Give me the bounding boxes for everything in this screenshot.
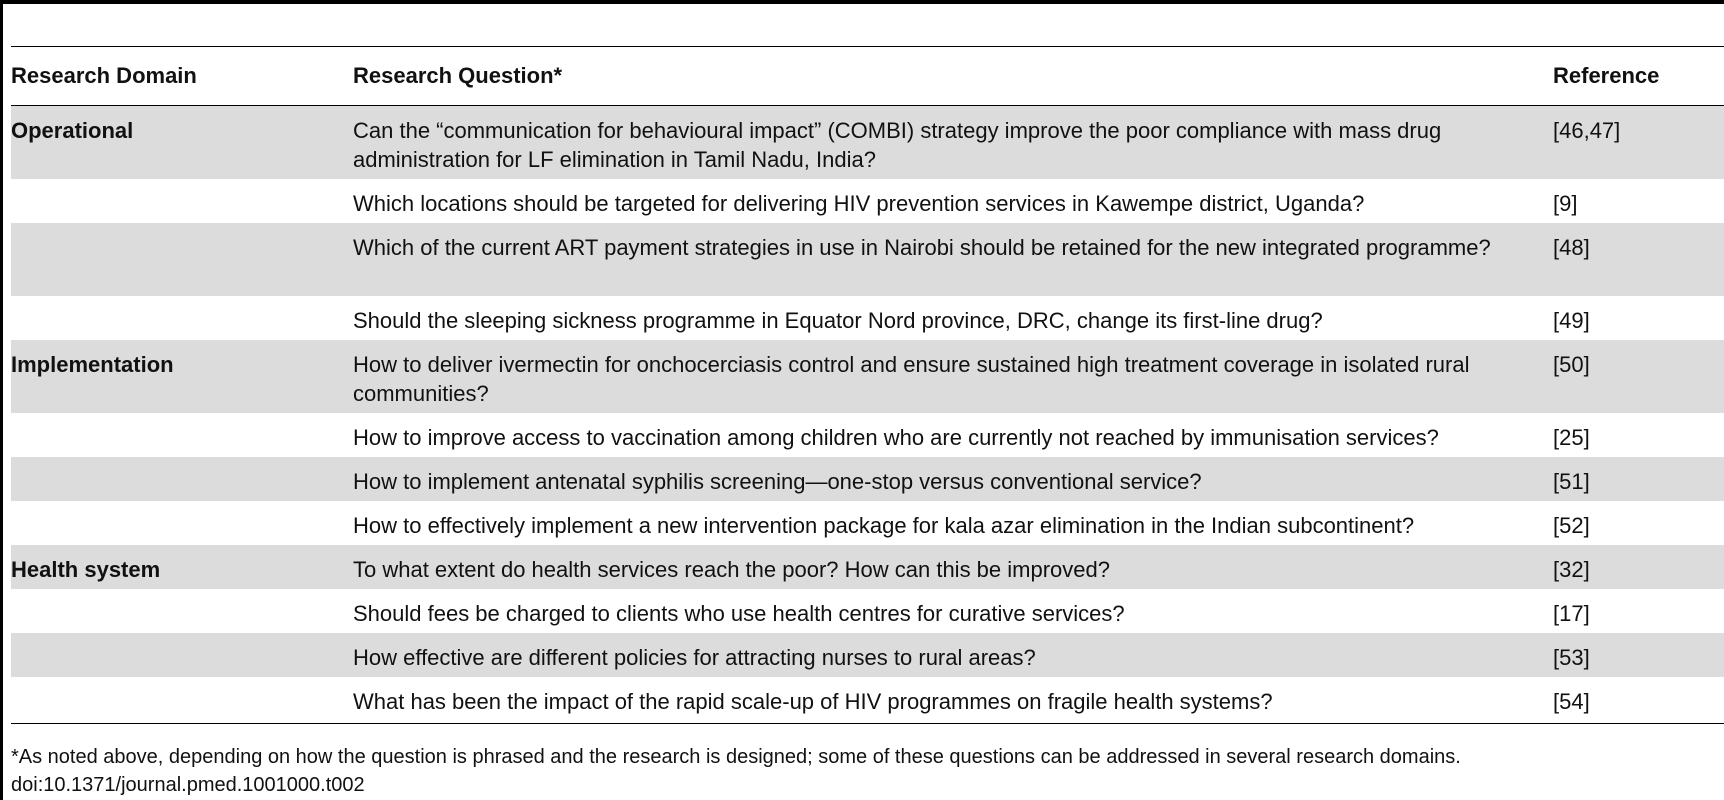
reference-cell: [53] [1553, 645, 1590, 670]
question-cell: To what extent do health services reach the poor? How can this be improved? [353, 557, 1110, 582]
reference-cell: [32] [1553, 557, 1590, 582]
question-cell: Should the sleeping sickness programme in Equator Nord province, DRC, change its first-line drug? [353, 308, 1323, 333]
table-row [11, 677, 1724, 721]
table-row [11, 106, 1724, 179]
reference-cell: [17] [1553, 601, 1590, 626]
domain-cell: Operational [11, 118, 134, 143]
reference-cell: [52] [1553, 513, 1590, 538]
header-question: Research Question* [353, 63, 563, 88]
table-header [11, 55, 1724, 99]
reference-cell: [50] [1553, 352, 1590, 377]
table-body [11, 106, 1724, 721]
header-reference: Reference [1553, 63, 1660, 88]
table-row [11, 545, 1724, 589]
table-bottom-rule [11, 723, 1724, 724]
domain-cell: Implementation [11, 352, 174, 377]
header-domain: Research Domain [11, 63, 197, 88]
top-rule [0, 0, 1724, 4]
question-cell: How to effectively implement a new intervention package for kala azar elimination in the Indian subcontinent? [353, 513, 1415, 538]
table-row [11, 501, 1724, 545]
question-cell: Can the “communication for behavioural impact” (COMBI) strategy improve the poor compliance with mass drug administration for LF elimination in Tamil Nadu, India? [353, 118, 1442, 172]
table-row [11, 589, 1724, 633]
table-row [11, 223, 1724, 296]
question-cell: How to improve access to vaccination among children who are currently not reached by immunisation services? [353, 425, 1439, 450]
question-cell: Should fees be charged to clients who use health centres for curative services? [353, 601, 1125, 626]
reference-cell: [54] [1553, 689, 1590, 714]
table-row [11, 179, 1724, 223]
table-row [11, 296, 1724, 340]
domain-cell: Health system [11, 557, 161, 582]
reference-cell: [48] [1553, 235, 1590, 260]
question-cell: How to deliver ivermectin for onchocerciasis control and ensure sustained high treatment coverage in isolated rural communities? [353, 352, 1470, 406]
reference-cell: [51] [1553, 469, 1590, 494]
table-footnote: *As noted above, depending on how the question is phrased and the research is designed; some of these questions can be addressed in several research domains. [11, 746, 1461, 768]
table-row [11, 340, 1724, 413]
table-row [11, 413, 1724, 457]
question-cell: Which locations should be targeted for delivering HIV prevention services in Kawempe district, Uganda? [353, 191, 1365, 216]
reference-cell: [9] [1553, 191, 1578, 216]
header-top-rule [11, 46, 1724, 47]
question-cell: Which of the current ART payment strategies in use in Nairobi should be retained for the new integrated programme? [353, 235, 1491, 260]
reference-cell: [25] [1553, 425, 1590, 450]
question-cell: How effective are different policies for attracting nurses to rural areas? [353, 645, 1036, 670]
question-cell: How to implement antenatal syphilis screening—one-stop versus conventional service? [353, 469, 1202, 494]
reference-cell: [49] [1553, 308, 1590, 333]
table-row [11, 457, 1724, 501]
question-cell: What has been the impact of the rapid scale-up of HIV programmes on fragile health systems? [353, 689, 1273, 714]
doi-link[interactable]: doi:10.1371/journal.pmed.1001000.t002 [11, 774, 365, 796]
table-row [11, 633, 1724, 677]
reference-cell: [46,47] [1553, 118, 1621, 143]
